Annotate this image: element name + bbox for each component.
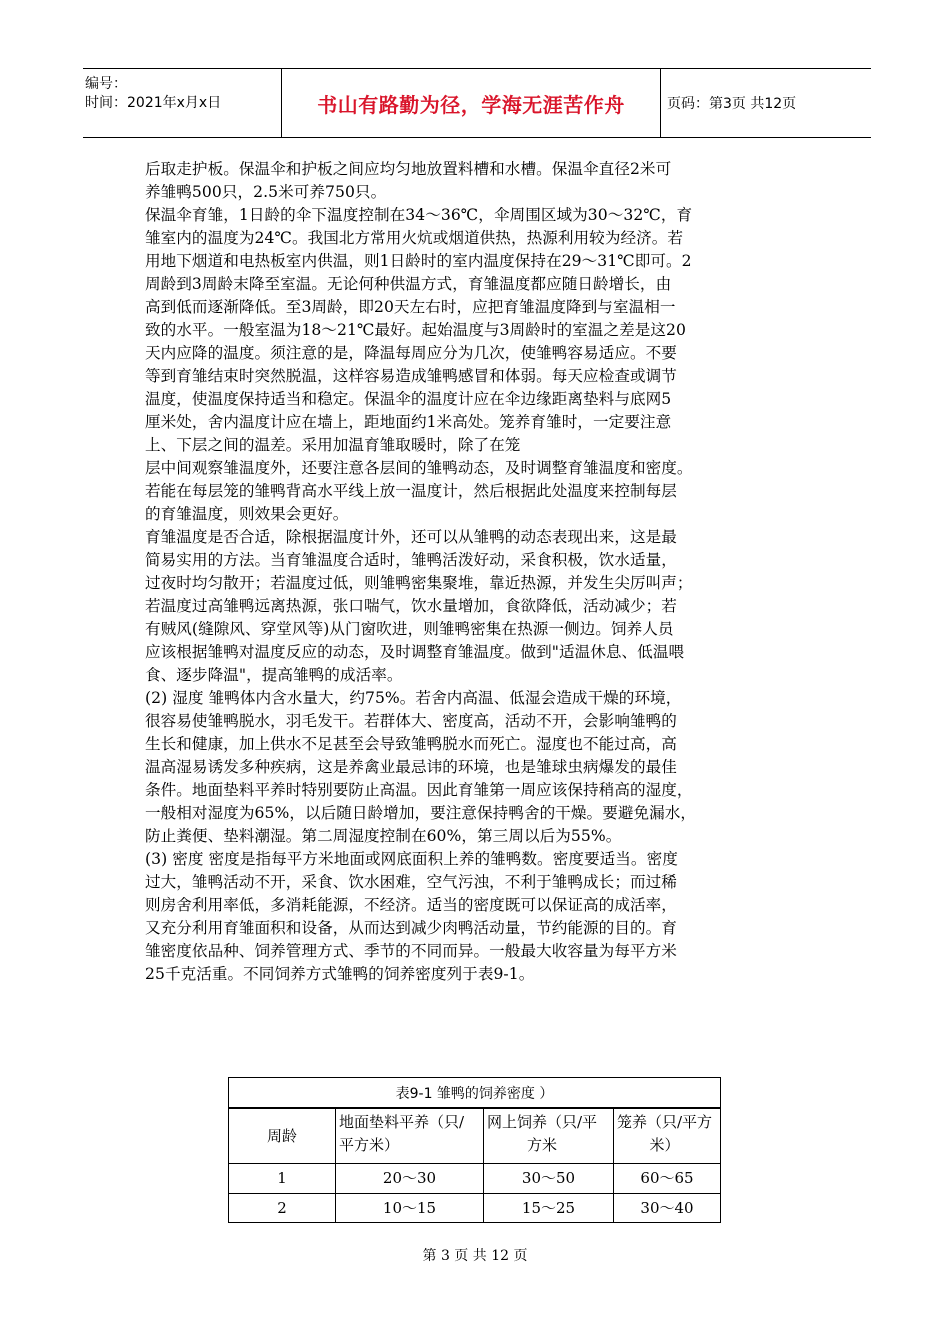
body-line: 温度，使温度保持适当和稳定。保温伞的温度计应在伞边缘距离垫料与底网5 bbox=[145, 390, 672, 408]
page-footer: 第 3 页 共 12 页 bbox=[422, 1248, 528, 1264]
body-line: 生长和健康，加上供水不足甚至会导致雏鸭脱水而死亡。湿度也不能过高，高 bbox=[145, 735, 677, 753]
page-header bbox=[83, 68, 871, 138]
body-line: 高到低而逐渐降低。至3周龄，即20天左右时，应把育雏温度降到与室温相一 bbox=[145, 298, 676, 316]
body-line: 致的水平。一般室温为18～21℃最好。起始温度与3周龄时的室温之差是这20 bbox=[145, 321, 686, 339]
document-date: 时间：2021年x月x日 bbox=[85, 95, 222, 111]
body-text bbox=[145, 158, 809, 986]
table-header-cage-line1: 笼养（只/平方 bbox=[617, 1113, 713, 1131]
table-cell: 1 bbox=[277, 1169, 287, 1187]
table-title: 表9-1 雏鸭的饲养密度 ） bbox=[395, 1086, 554, 1102]
header-motto: 书山有路勤为径，学海无涯苦作舟 bbox=[317, 92, 625, 117]
table-cell: 30～50 bbox=[521, 1169, 576, 1187]
body-line: 有贼风(缝隙风、穿堂风等)从门窗吹进，则雏鸭密集在热源一侧边。饲养人员 bbox=[145, 620, 674, 638]
body-line: (2) 湿度 雏鸭体内含水量大，约75%。若舍内高温、低湿会造成干燥的环境， bbox=[145, 689, 682, 707]
header-page-info: 页码：第3页 共12页 bbox=[667, 96, 797, 112]
body-line: 等到育雏结束时突然脱温，这样容易造成雏鸭感冒和体弱。每天应检查或调节 bbox=[145, 367, 677, 385]
body-line: 温高湿易诱发多种疾病，这是养禽业最忌讳的环境，也是雏球虫病爆发的最佳 bbox=[145, 758, 677, 776]
document-number-label: 编号： bbox=[85, 76, 127, 92]
body-line: 防止粪便、垫料潮湿。第二周湿度控制在60%，第三周以后为55%。 bbox=[145, 827, 622, 845]
table-cell: 10～15 bbox=[382, 1198, 437, 1217]
body-line: 保温伞育雏，1日龄的伞下温度控制在34～36℃，伞周围区域为30～32℃，育 bbox=[145, 206, 693, 224]
body-line: 又充分利用育雏面积和设备，从而达到减少肉鸭活动量，节约能源的目的。育 bbox=[145, 919, 677, 937]
header-meta bbox=[83, 69, 281, 137]
body-line: 周龄到3周龄末降至室温。无论何种供温方式，育雏温度都应随日龄增长，由 bbox=[145, 275, 672, 293]
body-line: 若能在每层笼的雏鸭背高水平线上放一温度计，然后根据此处温度来控制每层 bbox=[145, 482, 677, 500]
table-cell: 60～65 bbox=[640, 1169, 694, 1187]
table-header-net-line2: 方米 bbox=[527, 1136, 558, 1154]
body-line: 上、下层之间的温差。采用加温育雏取暖时，除了在笼 bbox=[145, 436, 521, 454]
body-line: 的育雏温度，则效果会更好。 bbox=[145, 505, 349, 523]
body-line: 后取走护板。保温伞和护板之间应均匀地放置料槽和水槽。保温伞直径2米可 bbox=[145, 160, 672, 178]
body-line: 用地下烟道和电热板室内供温，则1日龄时的室内温度保持在29～31℃即可。2 bbox=[145, 252, 692, 270]
body-line: 则房舍利用率低，多消耗能源，不经济。适当的密度既可以保证高的成活率， bbox=[145, 896, 677, 914]
table-header-floor-line2: 平方米） bbox=[339, 1136, 400, 1154]
body-line: (3) 密度 密度是指每平方米地面或网底面积上养的雏鸭数。密度要适当。密度 bbox=[145, 850, 678, 868]
body-line: 食、逐步降温"，提高雏鸭的成活率。 bbox=[145, 666, 403, 684]
density-table bbox=[228, 1077, 721, 1223]
body-line: 25千克活重。不同饲养方式雏鸭的饲养密度列于表9-1。 bbox=[145, 965, 535, 983]
body-line: 过夜时均匀散开；若温度过低，则雏鸭密集聚堆，靠近热源，并发生尖厉叫声； bbox=[145, 574, 693, 592]
body-line: 天内应降的温度。须注意的是，降温每周应分为几次，使雏鸭容易适应。不要 bbox=[145, 344, 677, 362]
table-header-cage bbox=[614, 1109, 720, 1163]
body-line: 若温度过高雏鸭远离热源，张口喘气，饮水量增加，食欲降低，活动减少；若 bbox=[145, 597, 677, 615]
table-cell: 2 bbox=[277, 1198, 287, 1217]
body-line: 很容易使雏鸭脱水，羽毛发干。若群体大、密度高，活动不开，会影响雏鸭的 bbox=[145, 712, 677, 730]
body-line: 层中间观察雏温度外，还要注意各层间的雏鸭动态，及时调整育雏温度和密度。 bbox=[145, 459, 693, 477]
body-line: 过大，雏鸭活动不开，采食、饮水困难，空气污浊，不利于雏鸭成长；而过稀 bbox=[145, 873, 677, 891]
body-line: 一般相对湿度为65%，以后随日龄增加，要注意保持鸭舍的干燥。要避免漏水， bbox=[145, 804, 697, 822]
table-cell: 30～40 bbox=[640, 1198, 694, 1217]
body-line: 条件。地面垫料平养时特别要防止高温。因此育雏第一周应该保持稍高的湿度， bbox=[145, 781, 693, 799]
body-line: 简易实用的方法。当育雏温度合适时，雏鸭活泼好动，采食积极，饮水适量， bbox=[145, 551, 677, 569]
body-line: 应该根据雏鸭对温度反应的动态，及时调整育雏温度。做到"适温休息、低温喂 bbox=[145, 643, 685, 661]
table-header-week: 周龄 bbox=[266, 1126, 297, 1145]
table-header-floor-line1: 地面垫料平养（只/ bbox=[339, 1113, 465, 1131]
body-line: 雏室内的温度为24℃。我国北方常用火炕或烟道供热，热源利用较为经济。若 bbox=[145, 229, 684, 247]
table-header-floor bbox=[336, 1109, 483, 1163]
table-cell: 15～25 bbox=[521, 1198, 576, 1217]
body-line: 育雏温度是否合适，除根据温度计外，还可以从雏鸭的动态表现出来，这是最 bbox=[145, 528, 677, 546]
body-line: 养雏鸭500只，2.5米可养750只。 bbox=[145, 183, 387, 201]
body-line: 厘米处，舍内温度计应在墙上，距地面约1米高处。笼养育雏时，一定要注意 bbox=[145, 413, 672, 431]
table-header-net-line1: 网上饲养（只/平 bbox=[487, 1113, 598, 1131]
body-line: 雏密度依品种、饲养管理方式、季节的不同而异。一般最大收容量为每平方米 bbox=[145, 942, 677, 960]
table-header-net bbox=[484, 1109, 613, 1163]
table-cell: 20～30 bbox=[382, 1169, 437, 1187]
table-header-cage-line2: 米） bbox=[649, 1136, 680, 1154]
